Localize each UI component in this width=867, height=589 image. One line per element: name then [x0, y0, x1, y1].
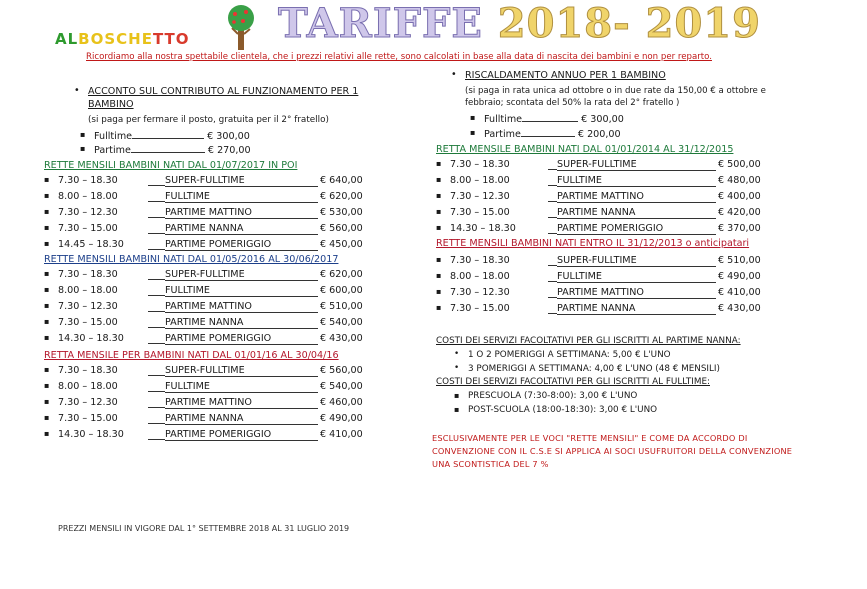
- riscaldamento-item-label: Partime: [484, 129, 521, 140]
- servizi-full-title: COSTI DEI SERVIZI FACOLTATIVI PER GLI ISCRITTI AL FULLTIME:: [436, 377, 710, 387]
- row-label: FULLTIME: [165, 191, 318, 203]
- row-bullet: ▪: [44, 381, 50, 390]
- row-bullet: ▪: [44, 207, 50, 216]
- row-price: € 450,00: [320, 239, 363, 250]
- row-label: PARTIME POMERIGGIO: [165, 333, 318, 345]
- row-time: 7.30 – 12.30: [450, 287, 510, 298]
- row-leader-line: [148, 175, 165, 186]
- acconto-item: [94, 144, 251, 156]
- row-leader-line: [148, 239, 165, 250]
- row-time: 7.30 – 18.30: [450, 159, 510, 170]
- row-bullet: ▪: [436, 159, 442, 168]
- servizi-nanna-item: • 3 POMERIGGI A SETTIMANA: 4,00 € L'UNO (48 € MENSILI): [468, 364, 720, 374]
- riscaldamento-item: [484, 113, 624, 125]
- row-label: PARTIME MATTINO: [165, 207, 318, 219]
- row-bullet: ▪: [44, 191, 50, 200]
- row-leader-line: [148, 285, 165, 296]
- row-bullet: ▪: [44, 223, 50, 232]
- row-bullet: ▪: [436, 287, 442, 296]
- row-time: 7.30 – 18.30: [58, 365, 118, 376]
- row-price: € 510,00: [320, 301, 363, 312]
- row-bullet: ▪: [436, 207, 442, 216]
- row-bullet: ▪: [436, 271, 442, 280]
- row-label: FULLTIME: [165, 285, 318, 297]
- row-bullet: ▪: [436, 175, 442, 184]
- intro-note: Ricordiamo alla nostra spettabile clientela, che i prezzi relativi alle rette, sono calcolati in base alla data di nascita dei bambini e non per reparto.: [86, 52, 712, 62]
- row-time: 7.30 – 12.30: [450, 191, 510, 202]
- row-price: € 490,00: [718, 271, 761, 282]
- row-label: PARTIME NANNA: [165, 317, 318, 329]
- section-title: RETTE MENSILI BAMBINI NATI DAL 01/05/2016 AL 30/06/2017: [44, 254, 339, 265]
- row-label: PARTIME NANNA: [557, 207, 716, 219]
- row-label: FULLTIME: [557, 175, 716, 187]
- row-leader-line: [548, 303, 557, 314]
- row-bullet: ▪: [436, 255, 442, 264]
- row-leader-line: [148, 429, 165, 440]
- row-label: PARTIME POMERIGGIO: [165, 429, 318, 441]
- logo-part-2: BOSCHE: [78, 30, 153, 48]
- row-price: € 430,00: [320, 333, 363, 344]
- row-bullet: ▪: [44, 239, 50, 248]
- row-leader-line: [148, 413, 165, 424]
- row-label: PARTIME POMERIGGIO: [165, 239, 318, 251]
- row-bullet: ▪: [44, 269, 50, 278]
- row-time: 7.30 – 18.30: [58, 269, 118, 280]
- row-bullet: ▪: [436, 223, 442, 232]
- row-time: 14.30 – 18.30: [58, 429, 124, 440]
- riscaldamento-title: [465, 70, 666, 81]
- riscaldamento-note-1: (si paga in rata unica ad ottobre o in due rate da 150,00 € a ottobre e: [465, 86, 766, 96]
- acconto-title: [88, 86, 358, 97]
- row-time: 8.00 – 18.00: [450, 271, 510, 282]
- section-title: RETTE MENSILI BAMBINI NATI ENTRO IL 31/12/2013 o anticipatari: [436, 238, 750, 249]
- row-time: 8.00 – 18.00: [58, 285, 118, 296]
- row-time: 7.30 – 12.30: [58, 301, 118, 312]
- row-time: 7.30 – 15.00: [58, 223, 118, 234]
- row-price: € 500,00: [718, 159, 761, 170]
- acconto-item-price: € 270,00: [207, 145, 251, 156]
- row-leader-line: [548, 175, 557, 186]
- acconto-item-price: € 300,00: [207, 131, 250, 142]
- footer-validity: PREZZI MENSILI IN VIGORE DAL 1° SETTEMBRE 2018 AL 31 LUGLIO 2019: [58, 524, 350, 533]
- row-price: € 600,00: [320, 285, 363, 296]
- row-time: 8.00 – 18.00: [450, 175, 510, 186]
- row-leader-line: [148, 365, 165, 376]
- row-leader-line: [148, 191, 165, 202]
- row-bullet: ▪: [436, 303, 442, 312]
- logo-part-1: AL: [55, 30, 79, 48]
- row-price: € 540,00: [320, 317, 363, 328]
- row-price: € 640,00: [320, 175, 363, 186]
- row-bullet: ▪: [44, 365, 50, 374]
- row-bullet: ▪: [44, 413, 50, 422]
- row-time: 7.30 – 15.00: [450, 207, 510, 218]
- row-label: SUPER-FULLTIME: [165, 269, 318, 281]
- row-label: PARTIME MATTINO: [557, 191, 716, 203]
- row-leader-line: [548, 191, 557, 202]
- row-label: PARTIME NANNA: [165, 413, 318, 425]
- row-price: € 490,00: [320, 413, 363, 424]
- row-bullet: ▪: [44, 301, 50, 310]
- row-price: € 620,00: [320, 269, 363, 280]
- row-leader-line: [148, 397, 165, 408]
- row-time: 8.00 – 18.00: [58, 191, 118, 202]
- row-leader-line: [548, 159, 557, 170]
- row-time: 7.30 – 15.00: [58, 317, 118, 328]
- row-time: 14.30 – 18.30: [58, 333, 124, 344]
- row-bullet: ▪: [44, 175, 50, 184]
- row-price: € 620,00: [320, 191, 363, 202]
- row-label: SUPER-FULLTIME: [557, 255, 716, 267]
- row-time: 7.30 – 18.30: [450, 255, 510, 266]
- row-leader-line: [548, 255, 557, 266]
- section-title: RETTE MENSILI BAMBINI NATI DAL 01/07/2017 IN POI: [44, 160, 298, 171]
- riscaldamento-item-price: € 300,00: [581, 114, 624, 125]
- servizi-nanna-title: COSTI DEI SERVIZI FACOLTATIVI PER GLI ISCRITTI AL PARTIME NANNA:: [436, 336, 741, 346]
- section-title: RETTA MENSILE PER BAMBINI NATI DAL 01/01/16 AL 30/04/16: [44, 350, 339, 361]
- row-label: FULLTIME: [165, 381, 318, 393]
- row-price: € 460,00: [320, 397, 363, 408]
- row-price: € 400,00: [718, 191, 761, 202]
- row-time: 7.30 – 15.00: [58, 413, 118, 424]
- row-price: € 420,00: [718, 207, 761, 218]
- row-time: 14.30 – 18.30: [450, 223, 516, 234]
- row-label: SUPER-FULLTIME: [165, 365, 318, 377]
- row-label: SUPER-FULLTIME: [165, 175, 318, 187]
- row-label: PARTIME MATTINO: [165, 301, 318, 313]
- acconto-item-label: Fulltime: [94, 131, 133, 142]
- row-time: 7.30 – 12.30: [58, 207, 118, 218]
- row-label: PARTIME MATTINO: [557, 287, 716, 299]
- row-leader-line: [148, 269, 165, 280]
- row-label: FULLTIME: [557, 271, 716, 283]
- row-time: 8.00 – 18.00: [58, 381, 118, 392]
- acconto-note: (si paga per fermare il posto, gratuita per il 2° fratello): [88, 115, 329, 125]
- row-time: 7.30 – 15.00: [450, 303, 510, 314]
- row-time: 7.30 – 12.30: [58, 397, 118, 408]
- acconto-title-line-1: ACCONTO SUL CONTRIBUTO AL FUNZIONAMENTO PER 1: [88, 86, 359, 97]
- row-time: 7.30 – 18.30: [58, 175, 118, 186]
- row-leader-line: [148, 223, 165, 234]
- row-leader-line: [548, 223, 557, 234]
- row-bullet: ▪: [44, 429, 50, 438]
- row-price: € 430,00: [718, 303, 761, 314]
- row-price: € 560,00: [320, 365, 363, 376]
- page-title: [278, 2, 761, 46]
- row-leader-line: [548, 287, 557, 298]
- title-year: 2018- 2019: [497, 0, 761, 47]
- section-title: RETTA MENSILE BAMBINI NATI DAL 01/01/2014 AL 31/12/2015: [436, 144, 734, 155]
- row-label: SUPER-FULLTIME: [557, 159, 716, 171]
- row-leader-line: [148, 381, 165, 392]
- row-leader-line: [148, 301, 165, 312]
- row-time: 14.45 – 18.30: [58, 239, 124, 250]
- row-price: € 530,00: [320, 207, 363, 218]
- servizi-full-item: ▪ PRESCUOLA (7:30-8:00): 3,00 € L'UNO: [468, 391, 637, 401]
- acconto-item: [94, 130, 250, 142]
- row-bullet: ▪: [44, 285, 50, 294]
- row-leader-line: [148, 207, 165, 218]
- servizi-nanna-item: • 1 O 2 POMERIGGI A SETTIMANA: 5,00 € L'UNO: [468, 350, 671, 360]
- row-leader-line: [548, 207, 557, 218]
- row-bullet: ▪: [44, 333, 50, 342]
- row-price: € 410,00: [320, 429, 363, 440]
- discount-note: ESCLUSIVAMENTE PER LE VOCI "RETTE MENSILI" E COME DA ACCORDO DI CONVENZIONE CON IL C.S.E SI APPLICA AI SOCI USUFRUITORI DELLA CONVENZIONE UNA SCONTISTICA DEL 7 %: [432, 433, 793, 469]
- logo-text: [55, 30, 190, 48]
- row-bullet: ▪: [436, 191, 442, 200]
- logo-part-3: TTO: [152, 30, 190, 48]
- row-leader-line: [148, 333, 165, 344]
- row-label: PARTIME NANNA: [557, 303, 716, 315]
- title-word: TARIFFE: [278, 0, 498, 47]
- riscaldamento-item-price: € 200,00: [577, 129, 621, 140]
- riscaldamento-title-text: RISCALDAMENTO ANNUO PER 1 BAMBINO: [465, 70, 666, 81]
- riscaldamento-item-label: Fulltime: [484, 114, 523, 125]
- row-price: € 510,00: [718, 255, 761, 266]
- row-leader-line: [148, 317, 165, 328]
- row-bullet: ▪: [44, 397, 50, 406]
- riscaldamento-item: [484, 128, 621, 140]
- row-price: € 560,00: [320, 223, 363, 234]
- row-label: PARTIME NANNA: [165, 223, 318, 235]
- row-bullet: ▪: [44, 317, 50, 326]
- row-label: PARTIME POMERIGGIO: [557, 223, 716, 235]
- row-leader-line: [548, 271, 557, 282]
- tree-logo-icon: [226, 4, 256, 50]
- acconto-item-label: Partime: [94, 145, 131, 156]
- row-price: € 480,00: [718, 175, 761, 186]
- riscaldamento-note-2: febbraio; scontata del 50% la rata del 2° fratello ): [465, 98, 680, 108]
- servizi-full-item: ▪ POST-SCUOLA (18:00-18:30): 3,00 € L'UNO: [468, 405, 657, 415]
- acconto-title-line-2: BAMBINO: [88, 99, 134, 110]
- row-price: € 540,00: [320, 381, 363, 392]
- row-price: € 410,00: [718, 287, 761, 298]
- row-label: PARTIME MATTINO: [165, 397, 318, 409]
- row-price: € 370,00: [718, 223, 761, 234]
